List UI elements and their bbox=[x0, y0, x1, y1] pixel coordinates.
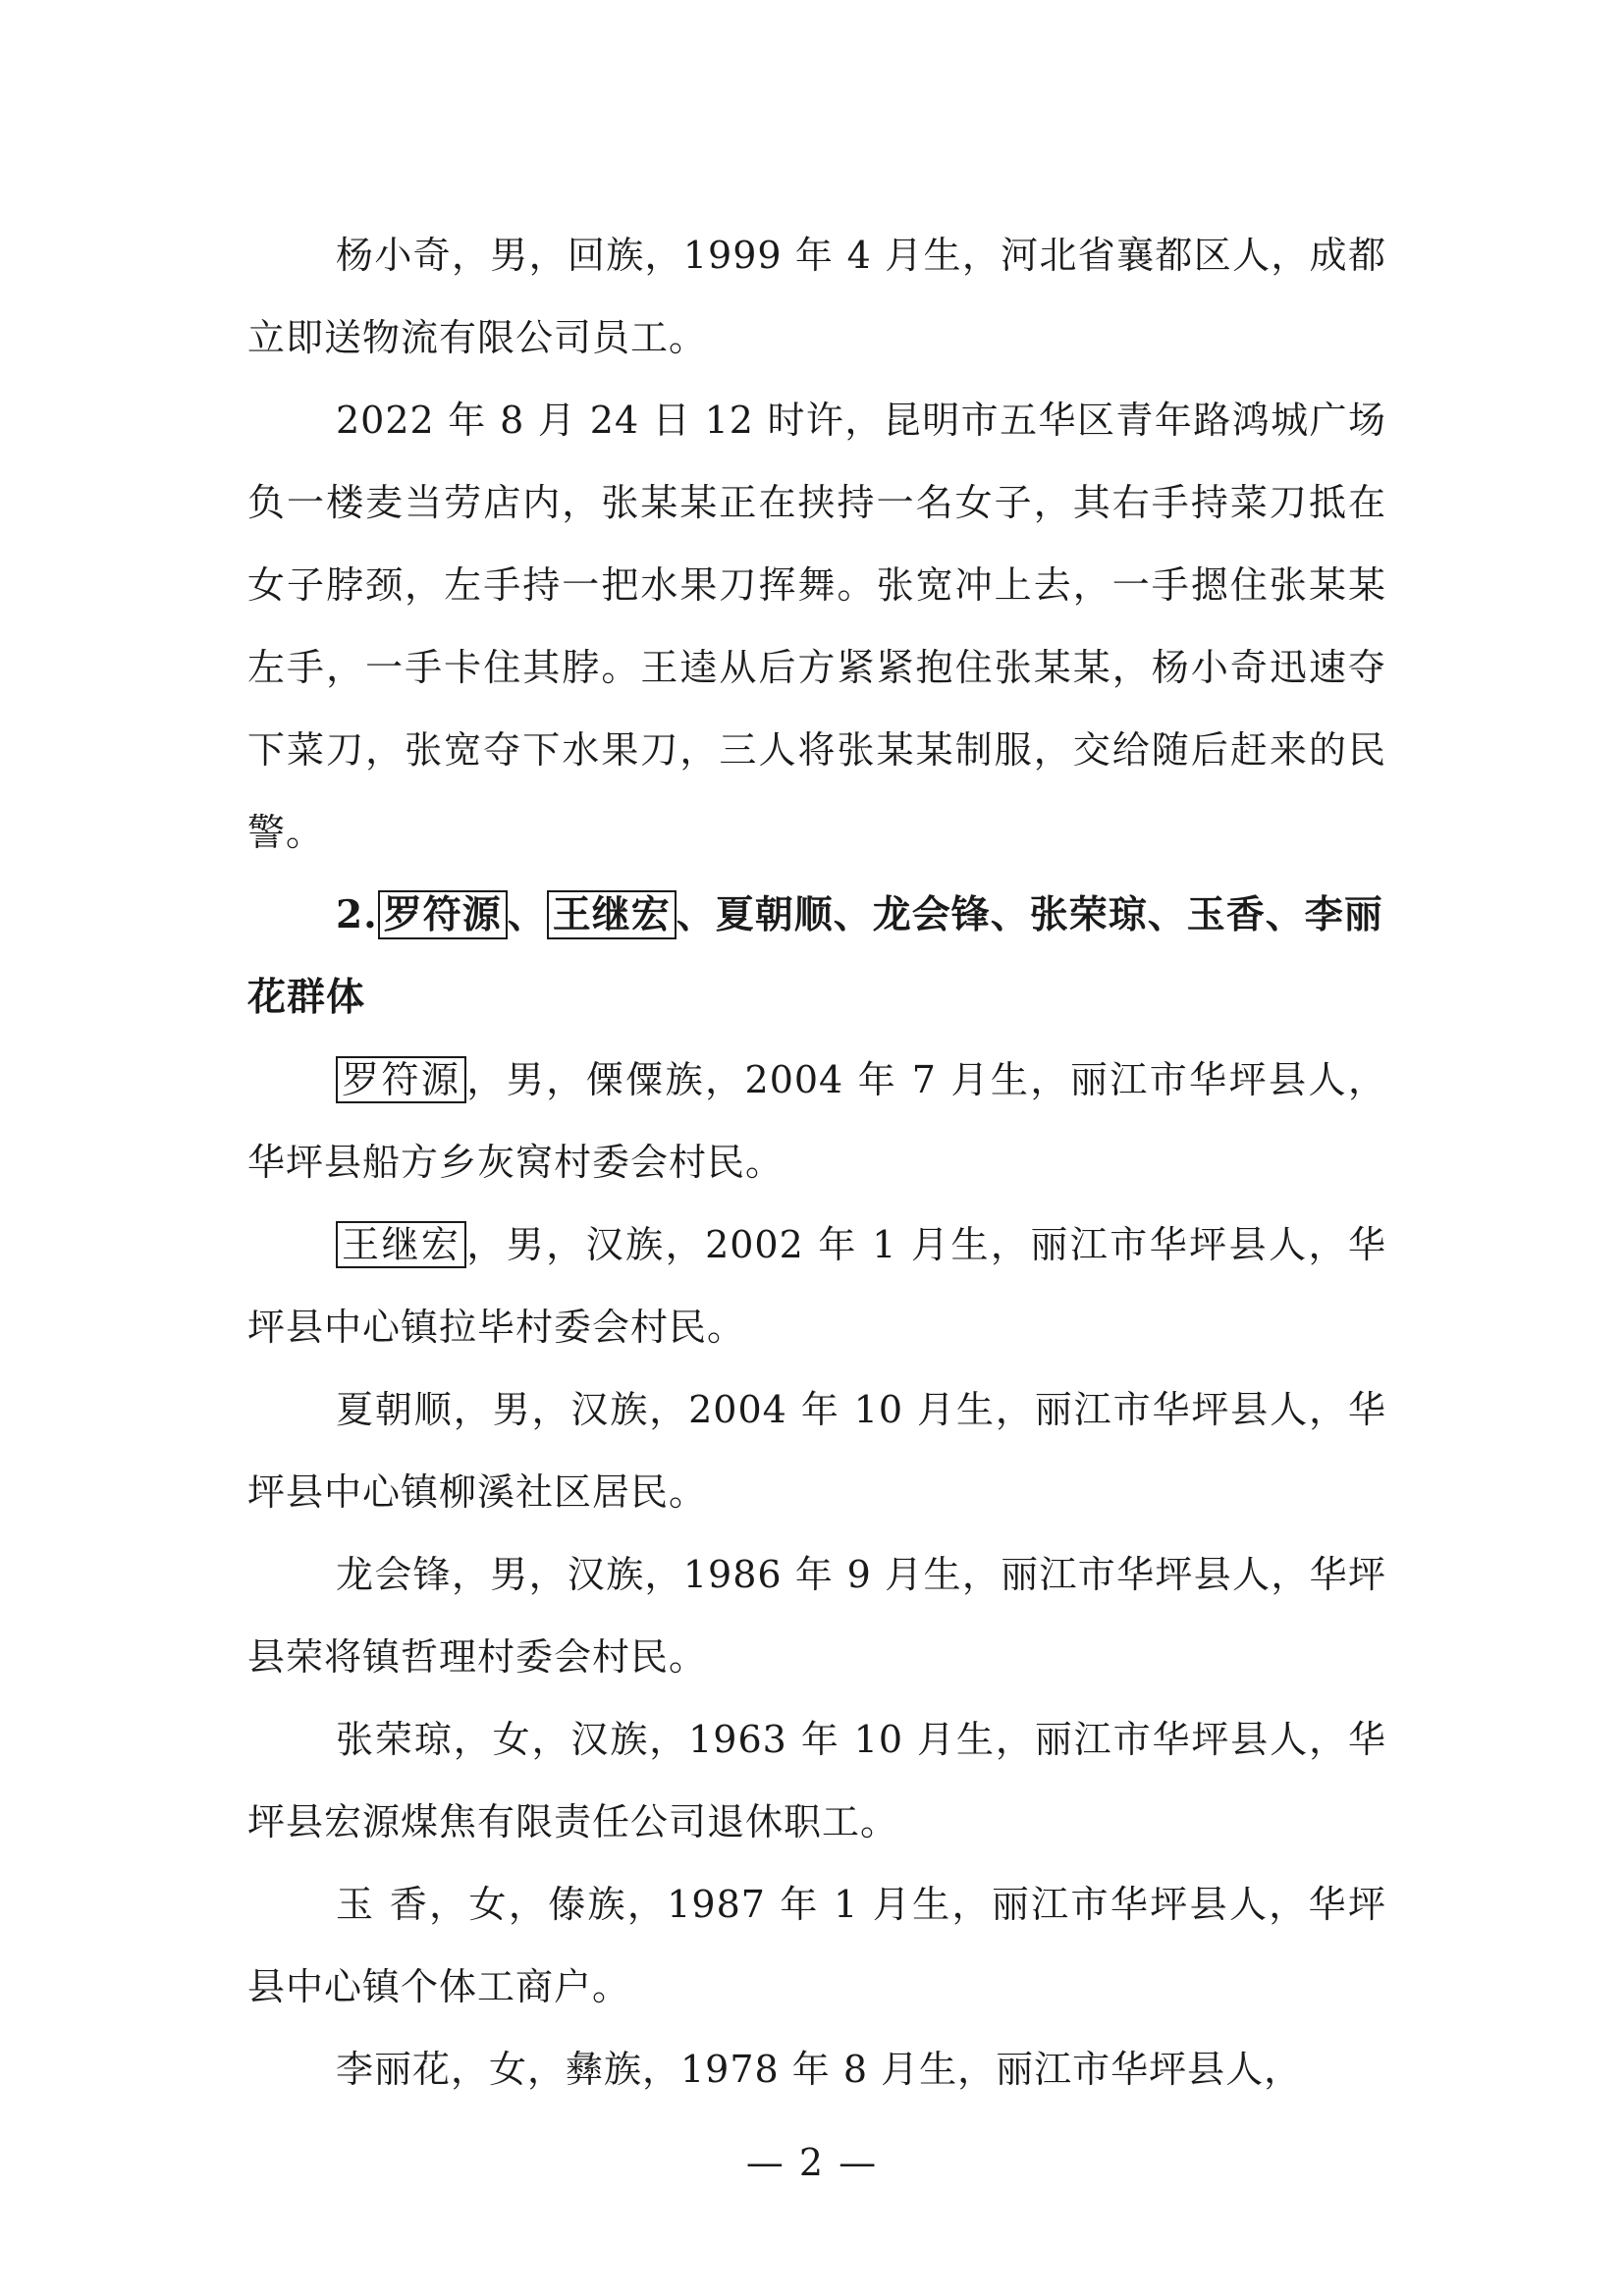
section-heading bbox=[247, 874, 1386, 1039]
heading-name-boxed-1: 罗符源 bbox=[378, 890, 508, 939]
paragraph-xia-chaoshun: 夏朝顺，男，汉族，2004 年 10 月生，丽江市华坪县人，华坪县中心镇柳溪社区居民。 bbox=[247, 1388, 1386, 1514]
paragraph-incident: 2022 年 8 月 24 日 12 时许，昆明市五华区青年路鸿城广场负一楼麦当劳店内，张某某正在挟持一名女子，其右手持菜刀抵在女子脖颈，左手持一把水果刀挥舞。张宽冲上去，一手摁住张某某左手，一手卡住其脖。王逵从后方紧紧抱住张某某，杨小奇迅速夺下菜刀，张宽夺下水果刀，三人将张某某制服，交给随后赶来的民警。 bbox=[247, 399, 1386, 854]
paragraph-yu-xiang: 玉 香，女，傣族，1987 年 1 月生，丽江市华坪县人，华坪县中心镇个体工商户。 bbox=[247, 1883, 1386, 2008]
heading-number: 2. bbox=[336, 892, 378, 937]
paragraph-li-lihua: 李丽花，女，彝族，1978 年 8 月生，丽江市华坪县人， bbox=[336, 2048, 1303, 2091]
document-body bbox=[247, 214, 1386, 2110]
heading-rest: 、夏朝顺、龙会锋、张荣琼、玉香、李丽花群体 bbox=[247, 892, 1383, 1020]
paragraph-yang-xiaoqi: 杨小奇，男，回族，1999 年 4 月生，河北省襄都区人，成都立即送物流有限公司员工。 bbox=[247, 234, 1386, 359]
person-detail: ，男，汉族，2002 年 1 月生，丽江市华坪县人，华坪县中心镇拉毕村委会村民。 bbox=[247, 1223, 1386, 1349]
paragraph-long-huifeng: 龙会锋，男，汉族，1986 年 9 月生，丽江市华坪县人，华坪县荣将镇哲理村委会村民。 bbox=[247, 1553, 1386, 1679]
person-name-boxed: 王继宏 bbox=[336, 1221, 466, 1268]
paragraph-zhang-rongqiong: 张荣琼，女，汉族，1963 年 10 月生，丽江市华坪县人，华坪县宏源煤焦有限责任公司退休职工。 bbox=[247, 1718, 1386, 1843]
page-number: — 2 — bbox=[745, 2141, 879, 2184]
person-detail: ，男，傈僳族，2004 年 7 月生，丽江市华坪县人，华坪县船方乡灰窝村委会村民。 bbox=[247, 1058, 1386, 1184]
heading-separator: 、 bbox=[507, 892, 547, 937]
paragraph-luo-fuyuan bbox=[247, 1039, 1386, 1203]
heading-name-boxed-2: 王继宏 bbox=[547, 890, 677, 939]
paragraph-wang-jihong bbox=[247, 1203, 1386, 1368]
person-name-boxed: 罗符源 bbox=[336, 1056, 466, 1103]
